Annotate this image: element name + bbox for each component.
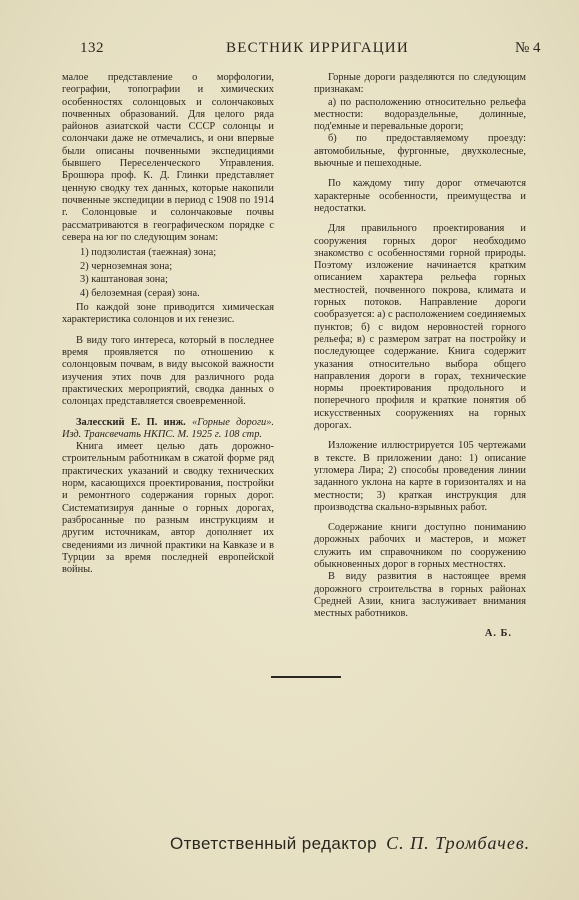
issue-number: № 4 [515, 40, 541, 56]
journal-title: ВЕСТНИК ИРРИГАЦИИ [226, 40, 409, 56]
editor-name: С. П. Тромбачев. [386, 833, 531, 853]
paragraph: Горные дороги разделяются по следующим признакам: [314, 72, 526, 96]
list-item: 4) белоземная (серая) зона. [80, 287, 200, 299]
left-column [62, 72, 274, 576]
paragraph: В виду того интереса, который в последнее время проявляется по отношению к солонцовым почвам, в виду высокой важности изучения этих почв для различного рода практических мероприятий, сводка данных о солонцах представляется своевременной. [62, 334, 274, 408]
review-author: Залесский Е. П. инж. [76, 416, 186, 428]
page-header [0, 40, 579, 60]
paragraph: малое представление о морфологии, географии, топографии и химических особенностях солонцовых и солончаковых почвенных образований. Для целого ряда районов азиатской части СССР солонцы и солончаки даже не отмечались, и они впервые были описаны почвенными экспедициями бывшего Переселенческого Управления. Брошюра проф. К. Д. Глинки представляет ценную сводку тех данных, которые накопили почвенные экспедиции в период с 1908 по 1914 г. Солонцовые и солончаковые почвы рассматриваются в географическом порядке с севера на юг по следующим зонам: [62, 72, 274, 243]
paragraph: Книга имеет целью дать дорожно-строительным работникам в сжатой форме ряд практических указаний и сводку технических норм, касающихся проектирования, постройки и ремонтного содержания горных дорог. Систематизируя данные о горных дорогах, разбросанные по разным инструкциям и другим источникам, автор дополняет их сведениями из личной практики на Кавказе и в Турции за время последней европейской войны. [62, 441, 274, 576]
right-column [314, 72, 526, 641]
review-book-title: «Горные дороги». [192, 416, 274, 428]
paragraph: а) по расположению относительно рельефа местности: водораздельные, долинные, под'емные и перевальные дороги; [314, 96, 526, 133]
list-item: 1) подзолистая (таежная) зона; [80, 247, 217, 259]
list-item: 3) каштановая зона; [80, 274, 168, 286]
paragraph: По каждой зоне приводится химическая характеристика солонцов и их генезис. [62, 302, 274, 326]
paragraph: В виду развития в настоящее время дорожного строительства в горных районах Средней Азии, книга заслуживает внимания местных работников. [314, 571, 526, 620]
zone-list [62, 246, 274, 300]
paragraph: Изложение иллюстрируется 105 чертежами в тексте. В приложении дано: 1) описание угломера Лира; 2) способы проведения линии заданного уклона на карте в горизонталях и на местности; 3) краткая инструкция для производства скально-взрывных работ. [314, 440, 526, 513]
signature-initials: А. Б. [484, 628, 512, 640]
paragraph: Содержание книги доступно пониманию дорожных рабочих и мастеров, и может служить им справочником по сооружению обыкновенных дорог в горных местностях. [314, 522, 526, 570]
paragraph: б) по предоставляемому проезду: автомобильные, фургонные, двухколесные, вьючные и пешеходные. [314, 133, 526, 170]
paragraph: По каждому типу дорог отмечаются характерные особенности, преимущества и недостатки. [314, 178, 526, 214]
list-item: 2) черноземная зона; [80, 260, 173, 272]
editor-line [170, 833, 530, 854]
page-number: 132 [80, 40, 104, 56]
section-divider [271, 676, 341, 678]
review-citation [62, 417, 274, 442]
paragraph: Для правильного проектирования и сооружения горных дорог необходимо знакомство с особенностями горной природы. Поэтому изложение начинается кратким описанием характера рельефа горных местностей, почвенного покрова, климата и горных потоков. Направление дороги сообразуется: а) с расположением соединяемых пунктов; б) с видом неровностей горного рельефа; в) с размером затрат на постройку и последующее содержание. Книга содержит указания относительно выбора общего направления дороги в горах, технические нормы проектирования продольного и поперечного профиля и краткие понятия об искусственных сооружениях на горных дорогах. [314, 223, 526, 432]
review-imprint: Изд. Трансвечать НКПС. М. 1925 г. 108 стр. [62, 428, 262, 440]
editor-label: Ответственный редактор [170, 834, 377, 853]
